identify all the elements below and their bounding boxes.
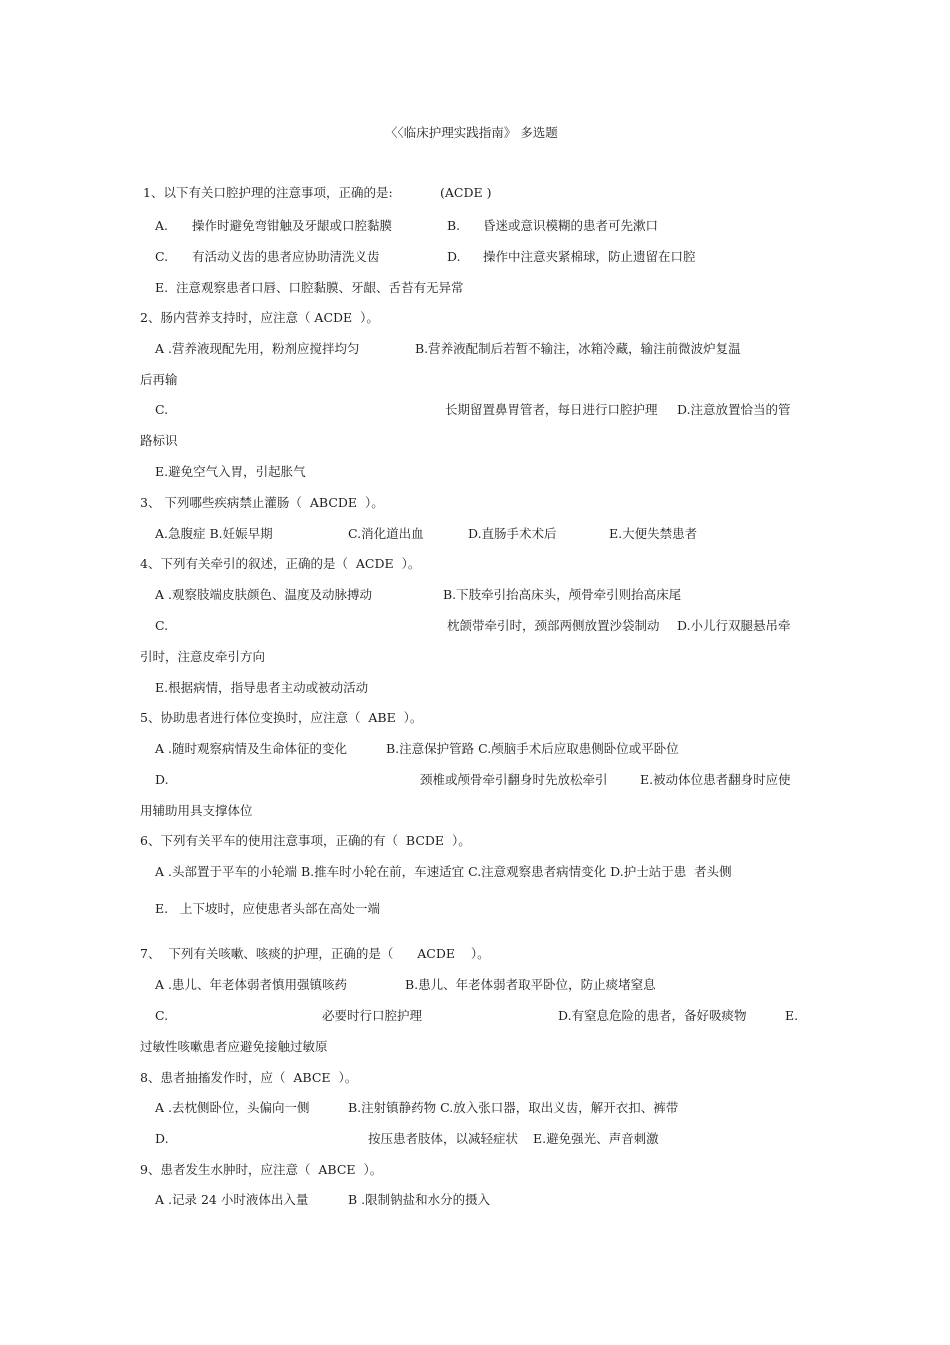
question-5-option-a: A .随时观察病情及生命体征的变化 (155, 741, 347, 756)
question-8-option-d-text: 按压患者肢体，以减轻症状 (368, 1131, 519, 1146)
question-1-option-b-letter: B. (447, 218, 461, 233)
question-1-option-c-text: 有活动义齿的患者应协助清洗义齿 (192, 249, 380, 264)
question-4-option-c-text: 枕颌带牵引时，颈部两侧放置沙袋制动 (447, 618, 660, 633)
question-2-option-e: E.避免空气入胃，引起胀气 (155, 464, 306, 479)
question-8-option-a: A .去枕侧卧位，头偏向一侧 (155, 1100, 310, 1115)
question-4-stem: 4、下列有关牵引的叙述，正确的是（ ACDE ）。 (140, 556, 421, 571)
question-9-option-a: A .记录 24 小时液体出入量 (155, 1192, 309, 1207)
question-1-option-a-text: 操作时避免弯钳触及牙龈或口腔黏膜 (192, 218, 393, 233)
question-4-option-d: D.小儿行双腿悬吊牵 (677, 618, 791, 633)
question-5-option-e: E.被动体位患者翻身时应使 (640, 772, 791, 787)
question-5-stem: 5、协助患者进行体位变换时，应注意（ ABE ）。 (140, 710, 423, 725)
question-1-option-d-text: 操作中注意夹紧棉球，防止遗留在口腔 (483, 249, 696, 264)
question-7-option-e-letter: E. (785, 1008, 799, 1023)
question-5-option-d-text: 颈椎或颅骨牵引翻身时先放松牵引 (420, 772, 608, 787)
question-1-option-b-text: 昏迷或意识模糊的患者可先漱口 (483, 218, 659, 233)
question-1-option-a-letter: A. (155, 218, 169, 233)
question-2-stem: 2、肠内营养支持时，应注意（ ACDE ）。 (140, 310, 379, 325)
question-2-option-b-continued: 后再输 (140, 372, 178, 387)
question-3-option-c: C.消化道出血 (348, 526, 424, 541)
question-8-stem: 8、患者抽搐发作时，应（ ABCE ）。 (140, 1070, 358, 1085)
question-7-option-d: D.有窒息危险的患者，备好吸痰物 (558, 1008, 747, 1023)
question-1-option-d-letter: D. (447, 249, 461, 264)
question-9-stem: 9、患者发生水肿时，应注意（ ABCE ）。 (140, 1162, 383, 1177)
question-4-option-e: E.根据病情，指导患者主动或被动活动 (155, 680, 369, 695)
question-2-option-c-letter: C. (155, 402, 169, 417)
question-1-option-c-letter: C. (155, 249, 169, 264)
question-2-option-b: B.营养液配制后若暂不输注，冰箱冷藏，输注前微波炉复温 (415, 341, 741, 356)
question-7-option-c-letter: C. (155, 1008, 169, 1023)
question-4-option-b: B.下肢牵引抬高床头，颅骨牵引则抬高床尾 (443, 587, 682, 602)
question-2-option-c-text: 长期留置鼻胃管者，每日进行口腔护理 (445, 402, 658, 417)
question-2-option-a: A .营养液现配先用，粉剂应搅拌均匀 (155, 341, 360, 356)
question-6-stem: 6、下列有关平车的使用注意事项，正确的有（ BCDE ）。 (140, 833, 471, 848)
question-4-option-c-letter: C. (155, 618, 169, 633)
question-7-option-a: A .患儿、年老体弱者慎用强镇咳药 (155, 977, 347, 992)
question-3-option-e: E.大便失禁患者 (609, 526, 698, 541)
question-8-option-e: E.避免强光、声音刺激 (533, 1131, 659, 1146)
question-8-option-d-letter: D. (155, 1131, 169, 1146)
question-6-option-e: E. 上下坡时，应使患者头部在高处一端 (155, 901, 381, 916)
question-4-option-d-continued: 引时，注意皮牵引方向 (140, 649, 266, 664)
question-7-option-b: B.患儿、年老体弱者取平卧位，防止痰堵窒息 (405, 977, 656, 992)
question-3-option-a-b: A.急腹症 B.妊娠早期 (155, 526, 273, 541)
question-5-option-b-c: B.注意保护管路 C.颅脑手术后应取患侧卧位或平卧位 (386, 741, 679, 756)
question-3-stem: 3、 下列哪些疾病禁止灌肠（ ABCDE ）。 (140, 495, 384, 510)
question-3-option-d: D.直肠手术术后 (468, 526, 557, 541)
question-2-option-d-continued: 路标识 (140, 433, 178, 448)
question-1-option-e: E. 注意观察患者口唇、口腔黏膜、牙龈、舌苔有无异常 (155, 280, 464, 295)
question-4-option-a: A .观察肢端皮肤颜色、温度及动脉搏动 (155, 587, 372, 602)
question-9-option-b: B .限制钠盐和水分的摄入 (348, 1192, 491, 1207)
question-1-stem: 1、以下有关口腔护理的注意事项，正确的是: (143, 185, 393, 200)
document-title: 〈〈临床护理实践指南》 多选题 (385, 125, 558, 140)
question-5-option-d-letter: D. (155, 772, 169, 787)
question-7-option-c-text: 必要时行口腔护理 (322, 1008, 423, 1023)
question-2-option-d: D.注意放置恰当的管 (677, 402, 791, 417)
question-1-answer: (ACDE ) (440, 185, 492, 200)
question-7-stem: 7、 下列有关咳嗽、咳痰的护理，正确的是（ ACDE ）。 (140, 946, 490, 961)
question-5-option-e-continued: 用辅助用具支撑体位 (140, 803, 253, 818)
question-8-option-b-c: B.注射镇静药物 C.放入张口器，取出义齿，解开衣扣、裤带 (348, 1100, 679, 1115)
question-7-option-e-text: 过敏性咳嗽患者应避免接触过敏原 (140, 1039, 328, 1054)
question-6-options-a-d: A .头部置于平车的小轮端 B.推车时小轮在前，车速适宜 C.注意观察患者病情变化 D.护士站于患 者头侧 (155, 864, 732, 879)
